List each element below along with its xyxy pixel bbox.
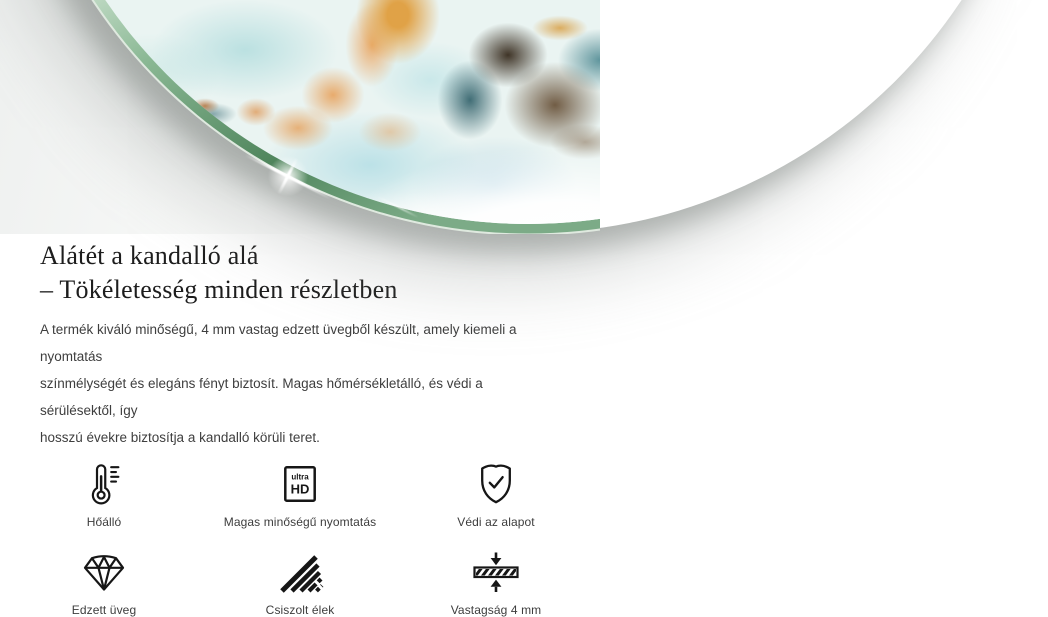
feature-label: Védi az alapot — [457, 515, 535, 529]
svg-text:HD: HD — [290, 481, 310, 497]
feature-item-heat-resistant — [6, 461, 202, 529]
feature-item-thickness — [398, 549, 594, 617]
description-line: A termék kiváló minőségű, 4 mm vastag edzett üvegből készült, amely kiemeli a nyomtatás — [40, 322, 517, 364]
features-grid — [0, 461, 600, 617]
feature-item-protects-base — [398, 461, 594, 529]
feature-label: Edzett üveg — [71, 603, 137, 617]
feature-label: Vastagság 4 mm — [450, 603, 542, 617]
feature-item-print-quality — [202, 461, 398, 529]
page-title — [40, 239, 560, 307]
shield-check-icon — [477, 461, 515, 507]
feature-label: Magas minőségű nyomtatás — [223, 515, 377, 529]
description-line: színmélységét és elegáns fényt biztosít. Magas hőmérsékletálló, és védi a sérülésektől, így — [40, 376, 483, 418]
ultra-hd-icon — [284, 461, 316, 507]
product-photo — [0, 0, 600, 234]
product-description — [40, 316, 560, 451]
thermometer-icon — [86, 461, 122, 507]
page-title-line1: Alátét a kandalló alá — [40, 241, 259, 270]
polished-edges-icon — [277, 549, 323, 595]
marble-print-surface — [0, 0, 600, 234]
feature-item-polished-edges — [202, 549, 398, 617]
feature-label: Hőálló — [86, 515, 122, 529]
thickness-icon — [472, 549, 520, 595]
svg-text:ultra: ultra — [291, 472, 309, 482]
page-title-line2: – Tökéletesség minden részletben — [40, 275, 398, 304]
feature-label: Csiszolt élek — [265, 603, 335, 617]
feature-item-tempered-glass — [6, 549, 202, 617]
diamond-icon — [82, 549, 126, 595]
description-line: hosszú évekre biztosítja a kandalló körüli teret. — [40, 430, 320, 445]
